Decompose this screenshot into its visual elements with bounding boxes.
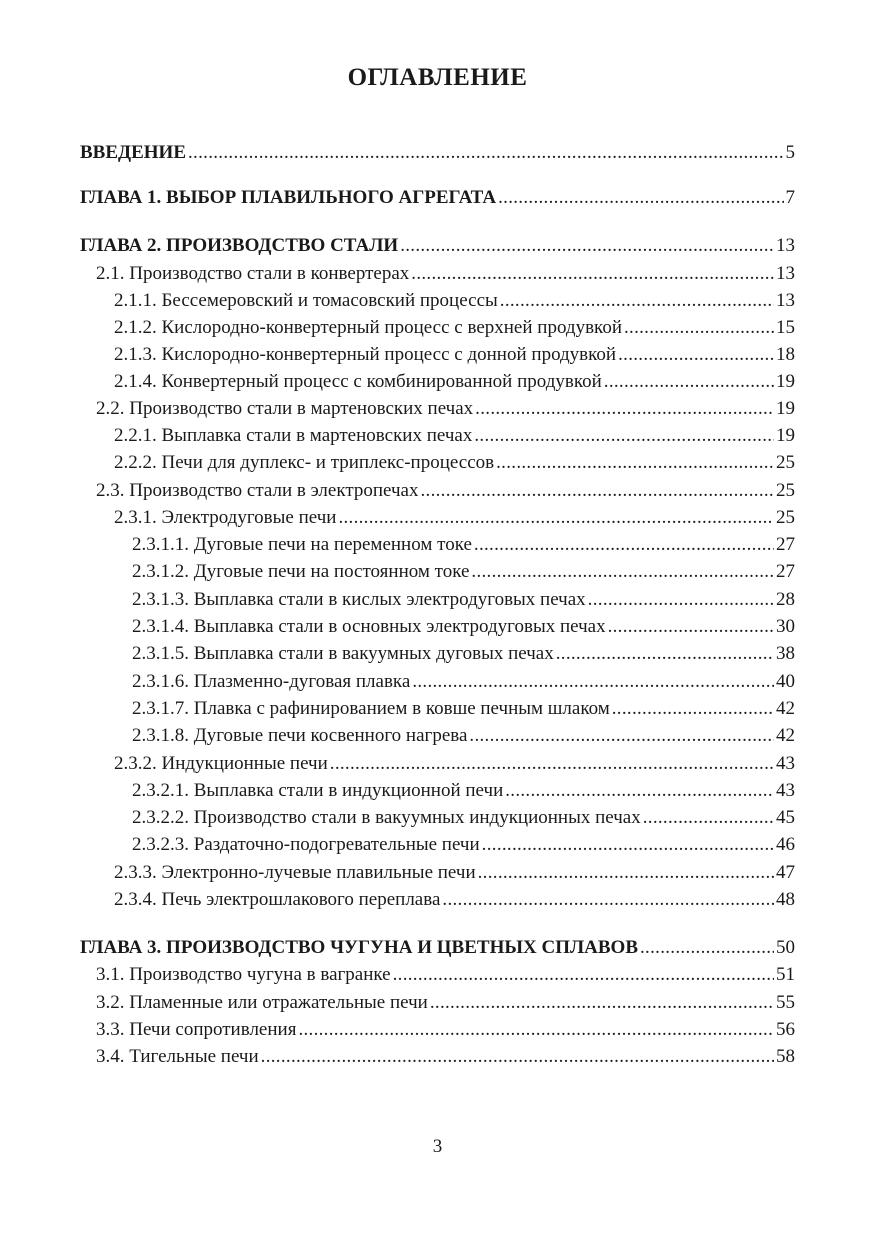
toc-entry-title: ВВЕДЕНИЕ xyxy=(80,142,186,163)
toc-entry xyxy=(114,450,795,476)
toc-entry-number: 2.3.2. xyxy=(114,753,162,774)
toc-entry-page: 25 xyxy=(776,507,795,528)
dot-leader xyxy=(330,751,774,777)
toc-entry-title: Кислородно-конвертерный процесс с донной продувкой xyxy=(161,344,617,365)
toc-entry-page: 15 xyxy=(776,317,795,338)
toc-entry xyxy=(132,532,795,558)
toc-entry xyxy=(96,1044,795,1070)
dot-leader xyxy=(420,478,774,504)
dot-leader xyxy=(474,423,774,449)
dot-leader xyxy=(478,860,774,886)
dot-leader xyxy=(612,696,774,722)
toc-entry xyxy=(96,990,795,1016)
dot-leader xyxy=(474,532,774,558)
dot-leader xyxy=(412,669,774,695)
toc-entry xyxy=(114,505,795,531)
toc-entry-page: 56 xyxy=(776,1019,795,1040)
dot-leader xyxy=(411,261,774,287)
toc-entry xyxy=(114,369,795,395)
dot-leader xyxy=(498,185,783,211)
dot-leader xyxy=(442,887,774,913)
toc-entry-number: 2.3.3. xyxy=(114,862,162,883)
toc-entry-number: 2.3.1.6. xyxy=(132,671,194,692)
toc-entry-number: 2.1.3. xyxy=(114,344,162,365)
dot-leader xyxy=(338,505,774,531)
toc-entry-page: 18 xyxy=(776,344,795,365)
toc-entry-title: Индукционные печи xyxy=(161,753,328,774)
toc-entry xyxy=(96,261,795,287)
toc-entry xyxy=(114,887,795,913)
page-title: ОГЛАВЛЕНИЕ xyxy=(347,64,528,91)
toc-entry-title: Дуговые печи косвенного нагрева xyxy=(193,725,468,746)
toc-entry-page: 13 xyxy=(776,263,795,284)
toc-entry-number: 2.3.4. xyxy=(114,889,162,910)
toc-entry-title: Выплавка стали в индукционной печи xyxy=(193,780,504,801)
toc-entry-title: Выплавка стали в вакуумных дуговых печах xyxy=(193,643,554,664)
toc-entry-page: 40 xyxy=(776,671,795,692)
toc-entry-title: Кислородно-конвертерный процесс с верхней продувкой xyxy=(161,317,622,338)
dot-leader xyxy=(604,369,774,395)
toc-entry-page: 5 xyxy=(785,142,795,163)
dot-leader xyxy=(505,778,774,804)
dot-leader xyxy=(640,935,774,961)
dot-leader xyxy=(430,990,774,1016)
toc-entry-number: 2.1.2. xyxy=(114,317,162,338)
toc-entry-page: 13 xyxy=(776,235,795,256)
toc-entry-title: Печь электрошлакового переплава xyxy=(161,889,441,910)
toc-entry-number: 2.3.1.5. xyxy=(132,643,194,664)
dot-leader xyxy=(188,140,784,166)
toc-entry-title: Выплавка стали в основных электродуговых печах xyxy=(193,616,606,637)
toc-entry-title: Конвертерный процесс с комбинированной продувкой xyxy=(161,371,602,392)
toc-entry-title: Производство стали в электропечах xyxy=(129,480,419,501)
toc-entry-page: 51 xyxy=(776,964,795,985)
toc-entry-page: 30 xyxy=(776,616,795,637)
toc-entry-title: Бессемеровский и томасовский процессы xyxy=(161,290,498,311)
page-number: 3 xyxy=(432,1136,443,1157)
toc-entry xyxy=(96,396,795,422)
toc-entry xyxy=(114,342,795,368)
dot-leader xyxy=(400,233,774,259)
toc-entry-number: 3.3. xyxy=(96,1019,130,1040)
toc-entry-page: 58 xyxy=(776,1046,795,1067)
dot-leader xyxy=(469,723,774,749)
toc-entry-page: 27 xyxy=(776,534,795,555)
toc-entry xyxy=(96,962,795,988)
toc-entry xyxy=(114,315,795,341)
toc-entry xyxy=(114,288,795,314)
toc-entry-page: 27 xyxy=(776,561,795,582)
toc-entry-title: Печи сопротивления xyxy=(129,1019,297,1040)
toc-entry xyxy=(96,1017,795,1043)
toc-entry xyxy=(132,723,795,749)
toc-entry-title: Производство стали в вакуумных индукционных печах xyxy=(193,807,641,828)
toc-entry-page: 43 xyxy=(776,780,795,801)
toc-entry-page: 50 xyxy=(776,937,795,958)
dot-leader xyxy=(475,396,774,422)
dot-leader xyxy=(496,450,774,476)
toc-entry-title: Плазменно-дуговая плавка xyxy=(193,671,411,692)
toc-entry-number: 2.1.4. xyxy=(114,371,162,392)
toc-entry-page: 46 xyxy=(776,834,795,855)
dot-leader xyxy=(471,559,774,585)
toc-chapter xyxy=(80,185,795,211)
toc-entry-number: 2.3.1. xyxy=(114,507,162,528)
toc-entry xyxy=(132,832,795,858)
toc-entry-number: 2.3.1.2. xyxy=(132,561,194,582)
toc-entry xyxy=(114,423,795,449)
toc-entry-number: 2.3.1.4. xyxy=(132,616,194,637)
toc-entry-title: ГЛАВА 1. ВЫБОР ПЛАВИЛЬНОГО АГРЕГАТА xyxy=(80,187,497,208)
toc-entry-number: 3.1. xyxy=(96,964,130,985)
toc-entry-number: 2.2. xyxy=(96,398,130,419)
toc-entry-page: 19 xyxy=(776,371,795,392)
toc-entry-title: Выплавка стали в кислых электродуговых печах xyxy=(193,589,586,610)
toc-entry-page: 7 xyxy=(785,187,795,208)
toc-entry-page: 42 xyxy=(776,698,795,719)
toc-entry xyxy=(132,669,795,695)
toc-entry-title: Выплавка стали в мартеновских печах xyxy=(161,425,473,446)
toc-entry-page: 28 xyxy=(776,589,795,610)
dot-leader xyxy=(393,962,774,988)
dot-leader xyxy=(608,614,774,640)
toc-entry-page: 47 xyxy=(776,862,795,883)
dot-leader xyxy=(482,832,774,858)
toc-entry xyxy=(114,751,795,777)
dot-leader xyxy=(556,641,774,667)
toc-chapter xyxy=(80,935,795,961)
toc-entry xyxy=(132,641,795,667)
toc-entry-page: 55 xyxy=(776,992,795,1013)
toc-entry-title: Производство стали в конвертерах xyxy=(129,263,410,284)
toc-entry xyxy=(114,860,795,886)
toc-entry-title: Электронно-лучевые плавильные печи xyxy=(161,862,476,883)
dot-leader xyxy=(261,1044,774,1070)
toc-entry-number: 2.2.2. xyxy=(114,452,162,473)
toc-entry xyxy=(132,696,795,722)
toc-entry-title: Тигельные печи xyxy=(129,1046,259,1067)
toc-entry-page: 43 xyxy=(776,753,795,774)
toc-entry-number: 2.1. xyxy=(96,263,130,284)
toc-entry-number: 2.3.2.3. xyxy=(132,834,194,855)
toc-entry-title: Плавка с рафинированием в ковше печным шлаком xyxy=(193,698,610,719)
toc-entry xyxy=(132,778,795,804)
toc-entry-number: 2.1.1. xyxy=(114,290,162,311)
toc-entry-page: 19 xyxy=(776,398,795,419)
toc-entry-page: 38 xyxy=(776,643,795,664)
toc-chapter xyxy=(80,233,795,259)
dot-leader xyxy=(588,587,774,613)
toc-entry xyxy=(132,614,795,640)
toc-entry-page: 45 xyxy=(776,807,795,828)
toc-entry-title: Дуговые печи на постоянном токе xyxy=(193,561,470,582)
toc-entry-title: Производство стали в мартеновских печах xyxy=(129,398,474,419)
toc-entry-number: 2.3.1.7. xyxy=(132,698,194,719)
toc-entry-number: 3.4. xyxy=(96,1046,130,1067)
toc-entry-page: 42 xyxy=(776,725,795,746)
toc-entry-title: ГЛАВА 3. ПРОИЗВОДСТВО ЧУГУНА И ЦВЕТНЫХ СПЛАВОВ xyxy=(80,937,638,958)
toc-entry-page: 13 xyxy=(776,290,795,311)
toc-entry-page: 19 xyxy=(776,425,795,446)
toc-entry-title: Пламенные или отражательные печи xyxy=(129,992,428,1013)
toc-entry-page: 25 xyxy=(776,452,795,473)
toc-entry-title: Раздаточно-подогревательные печи xyxy=(193,834,480,855)
toc-entry-number: 2.3.1.3. xyxy=(132,589,194,610)
toc-entry xyxy=(132,587,795,613)
dot-leader xyxy=(500,288,774,314)
toc-entry-page: 48 xyxy=(776,889,795,910)
toc-entry-number: 2.2.1. xyxy=(114,425,162,446)
toc-entry-title: Производство чугуна в вагранке xyxy=(129,964,391,985)
toc-entry-number: 2.3.1.1. xyxy=(132,534,194,555)
toc-chapter xyxy=(80,140,795,166)
toc-entry-title: Электродуговые печи xyxy=(161,507,337,528)
toc-entry-title: Печи для дуплекс- и триплекс-процессов xyxy=(161,452,495,473)
toc-entry-page: 25 xyxy=(776,480,795,501)
toc-entry-number: 2.3. xyxy=(96,480,130,501)
toc-entry-number: 2.3.1.8. xyxy=(132,725,194,746)
toc-entry-title: ГЛАВА 2. ПРОИЗВОДСТВО СТАЛИ xyxy=(80,235,399,256)
dot-leader xyxy=(643,805,774,831)
toc-entry xyxy=(96,478,795,504)
toc-entry-number: 3.2. xyxy=(96,992,130,1013)
dot-leader xyxy=(298,1017,774,1043)
dot-leader xyxy=(624,315,774,341)
toc-entry-number: 2.3.2.2. xyxy=(132,807,194,828)
toc-entry xyxy=(132,559,795,585)
toc-entry-title: Дуговые печи на переменном токе xyxy=(193,534,472,555)
toc-entry xyxy=(132,805,795,831)
toc-entry-number: 2.3.2.1. xyxy=(132,780,194,801)
dot-leader xyxy=(618,342,774,368)
